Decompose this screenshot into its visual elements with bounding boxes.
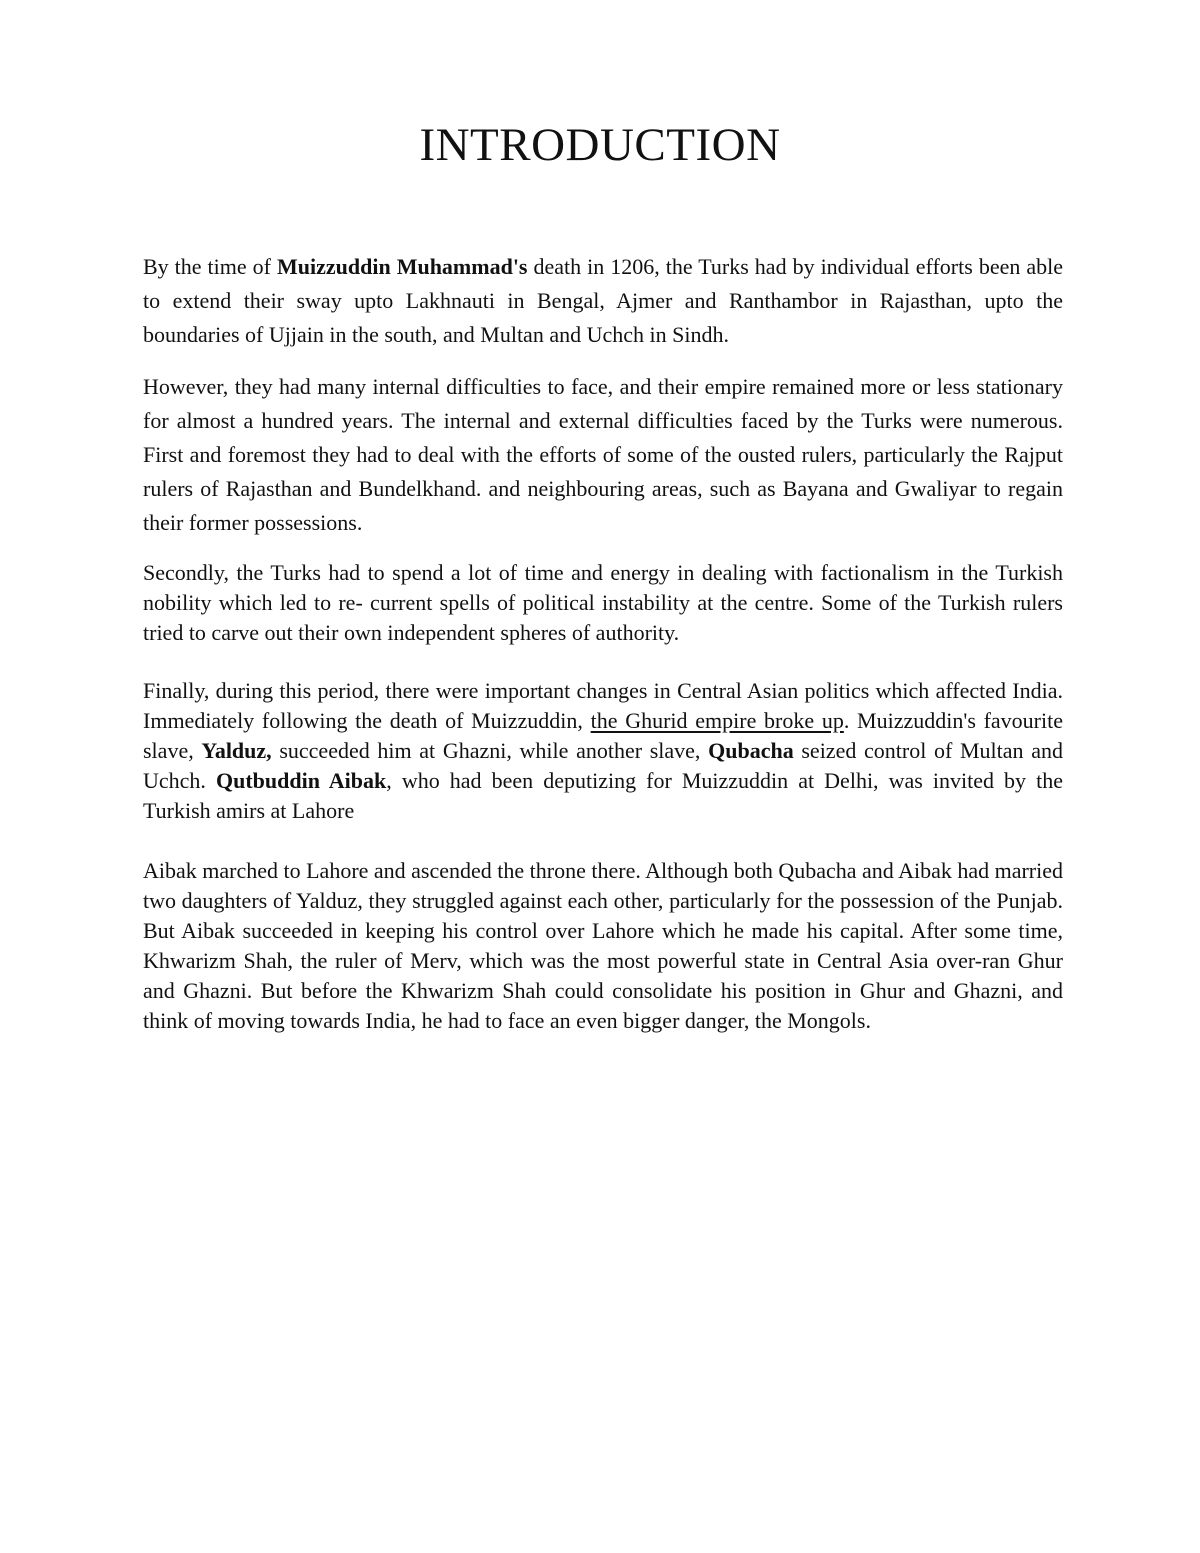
paragraph-4-text-d: seized control of Multan and Uchch.: [143, 738, 1063, 793]
paragraph-3: Secondly, the Turks had to spend a lot of time and energy in dealing with factionalism in the Turkish nobility which led to re- current spells of political instability at the centre. Some of the Turkish rulers tried to carve out their own independent spheres of authority.: [143, 560, 1063, 645]
paragraph-1-text-a: By the time of: [143, 254, 277, 279]
bold-qubacha: Qubacha: [708, 738, 794, 763]
paragraph-1-text-b: death in 1206, the Turks had by individual efforts been able to extend their sway upto Lakhnauti in Bengal, Ajmer and Ranthambor in Rajasthan, upto the boundaries of Ujjain in the south, and Multan and Uchch in Sindh.: [143, 254, 1063, 347]
paragraph-4-text-c: succeeded him at Ghazni, while another slave,: [271, 738, 709, 763]
paragraph-4: [143, 676, 1063, 826]
paragraph-4-text-b: . Muizzuddin's favourite slave,: [143, 708, 1064, 763]
bold-yalduz: Yalduz,: [201, 738, 272, 763]
bold-muizzuddin-muhammad: Muizzuddin Muhammad's: [277, 254, 528, 279]
paragraph-1: [143, 250, 1063, 352]
underlined-ghurid-empire: the Ghurid empire broke up: [590, 708, 844, 733]
paragraph-4-text-e: , who had been deputizing for Muizzuddin at Delhi, was invited by the Turkish amirs at Lahore: [143, 768, 1063, 823]
paragraph-5: Aibak marched to Lahore and ascended the throne there. Although both Qubacha and Aibak had married two daughters of Yalduz, they struggled against each other, particularly for the possession of the Punjab. But Aibak succeeded in keeping his control over Lahore which he made his capital. After some time, Khwarizm Shah, the ruler of Merv, which was the most powerful state in Central Asia over-ran Ghur and Ghazni. But before the Khwarizm Shah could consolidate his position in Ghur and Ghazni, and think of moving towards India, he had to face an even bigger danger, the Mongols.: [143, 858, 1064, 1033]
page-title: INTRODUCTION: [419, 119, 781, 171]
paragraph-2: However, they had many internal difficulties to face, and their empire remained more or less stationary for almost a hundred years. The internal and external difficulties faced by the Turks were numerous. First and foremost they had to deal with the efforts of some of the ousted rulers, particularly the Rajput rulers of Rajasthan and Bundelkhand. and neighbouring areas, such as Bayana and Gwaliyar to regain their former possessions.: [143, 374, 1063, 535]
bold-qutbuddin-aibak: Qutbuddin Aibak: [215, 768, 387, 793]
paragraph-4-text-a: Finally, during this period, there were important changes in Central Asian politics which affected India. Immediately following the death of Muizzuddin,: [143, 678, 1063, 733]
document-body: [143, 250, 1063, 1036]
